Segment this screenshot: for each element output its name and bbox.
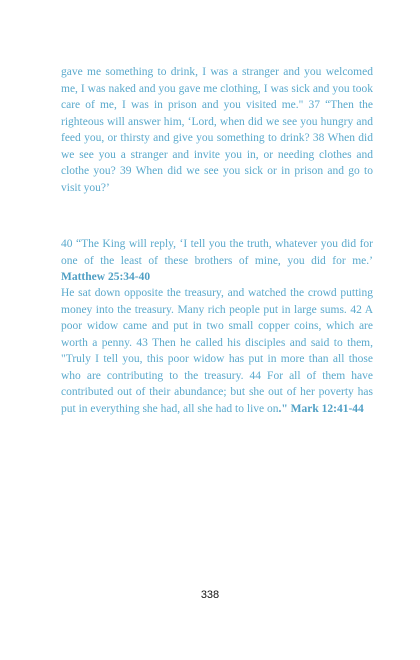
paragraph-text <box>61 285 373 417</box>
paragraph-body: gave me something to drink, I was a stranger and you welcomed me, I was naked and you gave me clothing, I was sick and you took care of me, I was in prison and you visited me." 37 “Then the righteous will answer him, ‘Lord, when did we see you hungry and feed you, or thirsty and give you something to drink? 38 When did we see you a stranger and invite you in, or needing clothes and clothe you? 39 When did we see you sick or in prison and go to visit you?’ <box>61 66 373 194</box>
paragraph-text <box>61 64 373 196</box>
scripture-reference: Matthew 25:34-40 <box>61 271 151 283</box>
paragraph-text <box>61 236 373 286</box>
scripture-paragraph-1 <box>61 64 373 196</box>
scripture-paragraph-2 <box>61 236 373 286</box>
scripture-paragraph-3 <box>61 285 373 417</box>
paragraph-body: He sat down opposite the treasury, and watched the crowd putting money into the treasury. Many rich people put in large sums. 42 A poor widow came and put in two small copper coins, which are worth a penny. 43 Then he called his disciples and said to them, "Truly I tell you, this poor widow has put in more than all those who are contributing to the treasury. 44 For all of them have contributed out of their abundance; but she out of her poverty has put in everything she had, all she had to live on <box>61 287 373 415</box>
scripture-reference: ." Mark 12:41-44 <box>278 402 364 415</box>
paragraph-body: 40 “The King will reply, ‘I tell you the truth, whatever you did for one of the least of these brothers of mine, you did for me.’ <box>61 238 373 267</box>
page-number: 338 <box>200 589 220 601</box>
